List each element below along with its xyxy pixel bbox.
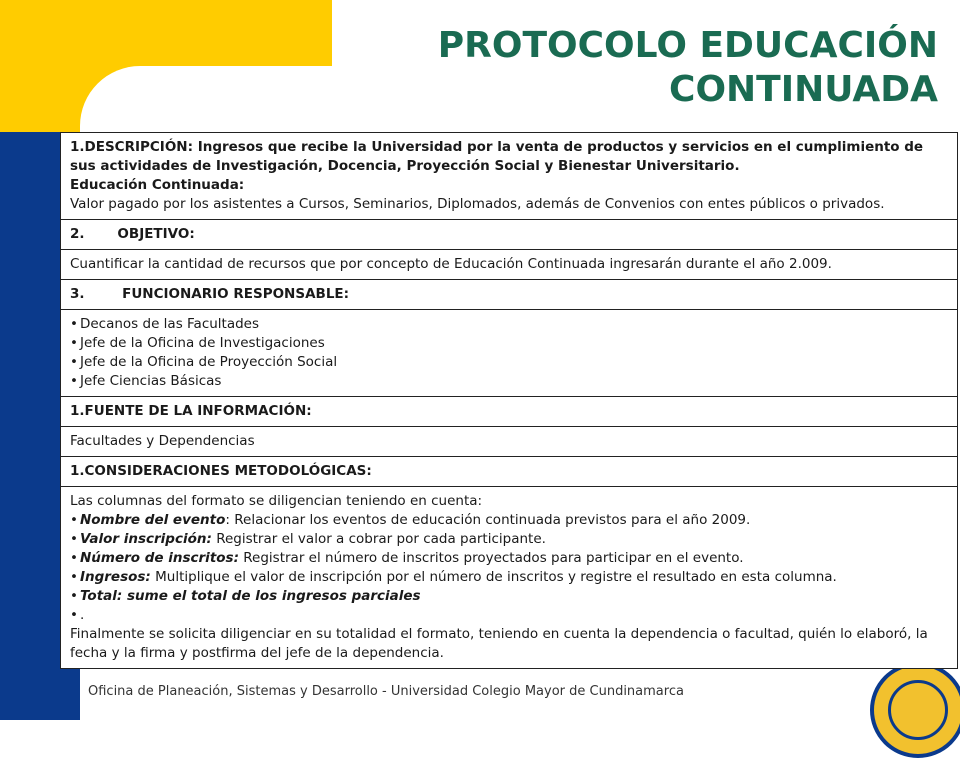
table-row [61, 310, 958, 397]
protocol-table [60, 132, 958, 669]
footer-text: Oficina de Planeación, Sistemas y Desarrollo - Universidad Colegio Mayor de Cundinamarca [88, 684, 684, 699]
consideraciones-cell [61, 487, 958, 669]
consideraciones-list [70, 511, 948, 625]
item-text: . [79, 607, 85, 623]
list-item: • Jefe de la Oficina de Proyección Social [70, 353, 948, 372]
table-row [61, 427, 958, 457]
university-seal-icon [870, 662, 960, 758]
funcionario-heading: 3. FUNCIONARIO RESPONSABLE: [61, 280, 958, 310]
table-row [61, 280, 958, 310]
consideraciones-intro: Las columnas del formato se diligencian teniendo en cuenta: [70, 493, 483, 509]
table-row [61, 457, 958, 487]
list-item [70, 606, 948, 625]
list-item: • Jefe Ciencias Básicas [70, 372, 948, 391]
item-text: Relacionar los eventos de educación continuada previstos para el año 2009. [234, 512, 751, 528]
item-text: Registrar el número de inscritos proyectados para participar en el evento. [243, 550, 744, 566]
title-line-1: PROTOCOLO EDUCACIÓN [437, 25, 938, 66]
descripcion-heading: 1.DESCRIPCIÓN: Ingresos que recibe la Universidad por la venta de productos y servicios en el cumplimiento de sus actividades de Investigación, Docencia, Proyección Social y Bienestar Universitario. [70, 139, 924, 174]
objetivo-heading: 2. OBJETIVO: [61, 220, 958, 250]
consideraciones-closing: Finalmente se solicita diligenciar en su totalidad el formato, teniendo en cuenta la dependencia o facultad, quién lo elaboró, la fecha y la firma y postfirma del jefe de la dependencia. [70, 626, 928, 661]
item-text: Registrar el valor a cobrar por cada participante. [216, 531, 546, 547]
list-item [70, 549, 948, 568]
item-label: Ingresos: [79, 569, 151, 585]
list-item [70, 530, 948, 549]
list-item: • Jefe de la Oficina de Investigaciones [70, 334, 948, 353]
item-label: Número de inscritos: [79, 550, 239, 566]
item-label: Nombre del evento [79, 512, 226, 528]
page-title [438, 24, 938, 112]
table-row [61, 250, 958, 280]
item-label: Total: sume el total de los ingresos parciales [79, 588, 421, 604]
table-row [61, 397, 958, 427]
descripcion-text: Valor pagado por los asistentes a Cursos, Seminarios, Diplomados, además de Convenios con entes públicos o privados. [70, 196, 885, 212]
item-sep: : [225, 512, 235, 528]
descripcion-cell [61, 133, 958, 220]
table-row [61, 220, 958, 250]
fuente-heading: 1.FUENTE DE LA INFORMACIÓN: [61, 397, 958, 427]
funcionario-list-cell [61, 310, 958, 397]
consideraciones-heading: 1.CONSIDERACIONES METODOLÓGICAS: [61, 457, 958, 487]
item-label: Valor inscripción: [79, 531, 212, 547]
table-row [61, 133, 958, 220]
list-item: • Decanos de las Facultades [70, 315, 948, 334]
list-item [70, 587, 948, 606]
descripcion-subheading: Educación Continuada: [70, 177, 245, 193]
title-line-2: CONTINUADA [669, 69, 938, 110]
funcionario-list [70, 315, 948, 391]
table-row [61, 487, 958, 669]
objetivo-text: Cuantificar la cantidad de recursos que por concepto de Educación Continuada ingresarán durante el año 2.009. [61, 250, 958, 280]
item-text: Multiplique el valor de inscripción por el número de inscritos y registre el resultado en esta columna. [155, 569, 837, 585]
fuente-text: Facultades y Dependencias [61, 427, 958, 457]
list-item [70, 568, 948, 587]
list-item [70, 511, 948, 530]
